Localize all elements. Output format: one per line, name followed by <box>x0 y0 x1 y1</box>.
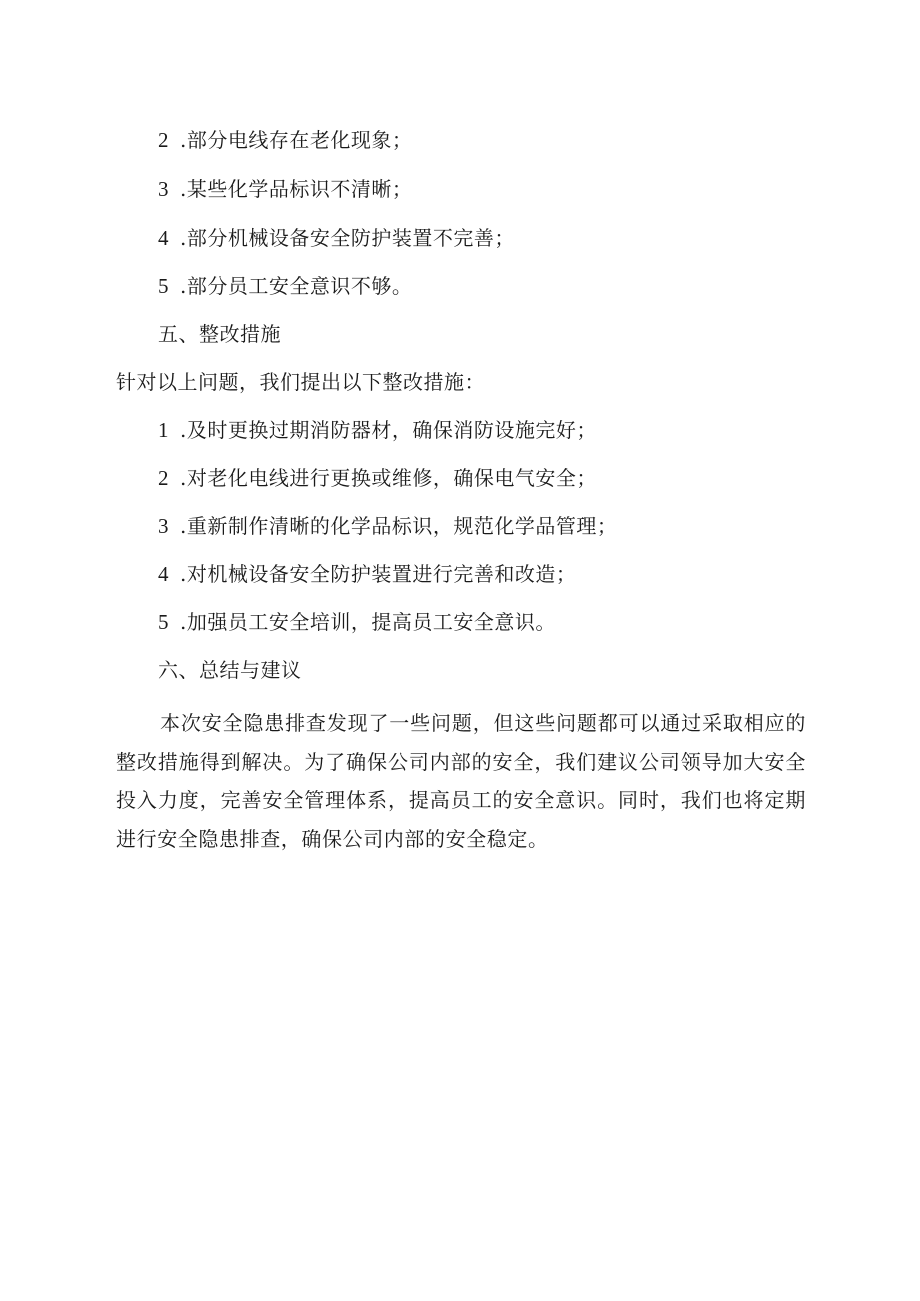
measure-item-3-number: 3 <box>158 514 169 538</box>
measure-item-3 <box>158 514 617 538</box>
problem-item-5-number: 5 <box>158 274 169 298</box>
problem-item-2-number: 2 <box>158 128 169 152</box>
problem-item-3-text: .某些化学品标识不清晰； <box>180 177 413 201</box>
measure-item-1-number: 1 <box>158 418 169 442</box>
problem-item-3-number: 3 <box>158 177 169 201</box>
problem-item-4 <box>158 226 515 250</box>
problem-item-4-number: 4 <box>158 226 169 250</box>
problem-item-2 <box>158 128 412 152</box>
measure-item-2-number: 2 <box>158 466 169 490</box>
measure-item-5-number: 5 <box>158 610 169 634</box>
measure-item-2 <box>158 466 597 490</box>
problem-item-5-text: .部分员工安全意识不够。 <box>180 274 413 298</box>
section-intro-rectification: 针对以上问题，我们提出以下整改措施： <box>116 370 485 394</box>
problem-item-5 <box>158 274 412 298</box>
section-heading-rectification: 五、整改措施 <box>158 322 281 346</box>
measure-item-5-text: .加强员工安全培训，提高员工安全意识。 <box>180 610 556 634</box>
problem-item-4-text: .部分机械设备安全防护装置不完善； <box>180 226 515 250</box>
measure-item-4-number: 4 <box>158 562 169 586</box>
summary-paragraph: 本次安全隐患排查发现了一些问题，但这些问题都可以通过采取相应的整改措施得到解决。为了确保公司内部的安全，我们建议公司领导加大安全投入力度，完善安全管理体系，提高员工的安全意识。同时，我们也将定期进行安全隐患排查，确保公司内部的安全稳定。 <box>116 711 806 851</box>
measure-item-2-text: .对老化电线进行更换或维修，确保电气安全； <box>180 466 597 490</box>
problem-item-2-text: .部分电线存在老化现象； <box>180 128 413 152</box>
measure-item-5 <box>158 610 556 634</box>
measure-item-1-text: .及时更换过期消防器材，确保消防设施完好； <box>180 418 597 442</box>
section-heading-summary: 六、总结与建议 <box>158 658 302 682</box>
problem-item-3 <box>158 177 412 201</box>
measure-item-4-text: .对机械设备安全防护装置进行完善和改造； <box>180 562 577 586</box>
measure-item-3-text: .重新制作清晰的化学品标识，规范化学品管理； <box>180 514 618 538</box>
measure-item-4 <box>158 562 576 586</box>
measure-item-1 <box>158 418 597 442</box>
